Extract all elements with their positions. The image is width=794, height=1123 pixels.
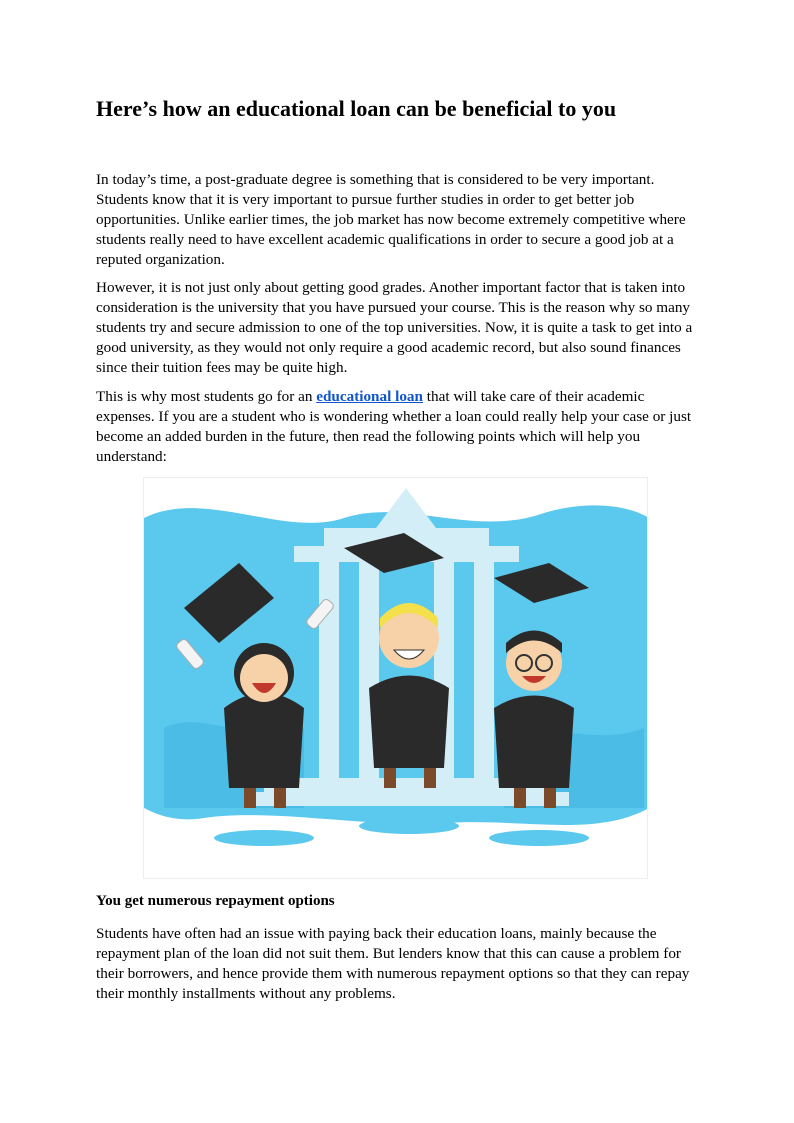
educational-loan-link[interactable]: educational loan	[316, 388, 423, 405]
graduation-illustration	[143, 477, 648, 879]
paragraph-loan-text-before: This is why most students go for an	[96, 388, 317, 405]
paragraph-loan	[96, 387, 700, 467]
paragraph-repayment: Students have often had an issue with paying back their education loans, mainly because the repayment plan of the loan did not suit them. But lenders know that this can cause a problem for their borrowers, and hence provide them with numerous repayment options so that they can repay their monthly installments without any problems.	[96, 925, 690, 1002]
paragraph-university: However, it is not just only about getting good grades. Another important factor that is taken into consideration is the university that you have pursued your course. This is the reason why so many students try and secure admission to one of the top universities. Now, it is quite a task to get into a good university, as they would not only require a good academic record, but also sound finances since their tuition fees may be quite high.	[96, 279, 693, 376]
article-title: Here’s how an educational loan can be beneficial to you	[96, 96, 617, 121]
paragraph-intro: In today’s time, a post-graduate degree is something that is considered to be very important. Students know that it is very important to pursue further studies in order to get better job opportunities. Unlike earlier times, the job market has now become extremely competitive where students really need to have excellent academic qualifications in order to secure a good job at a reputed organization.	[96, 171, 686, 268]
subheading-repayment-options: You get numerous repayment options	[96, 893, 335, 909]
paragraph-loan-text-after: that will take care of their academic expenses. If you are a student who is wondering whether a loan could really help your case or just become an added burden in the future, then read the following points which will help you understand:	[96, 388, 692, 465]
